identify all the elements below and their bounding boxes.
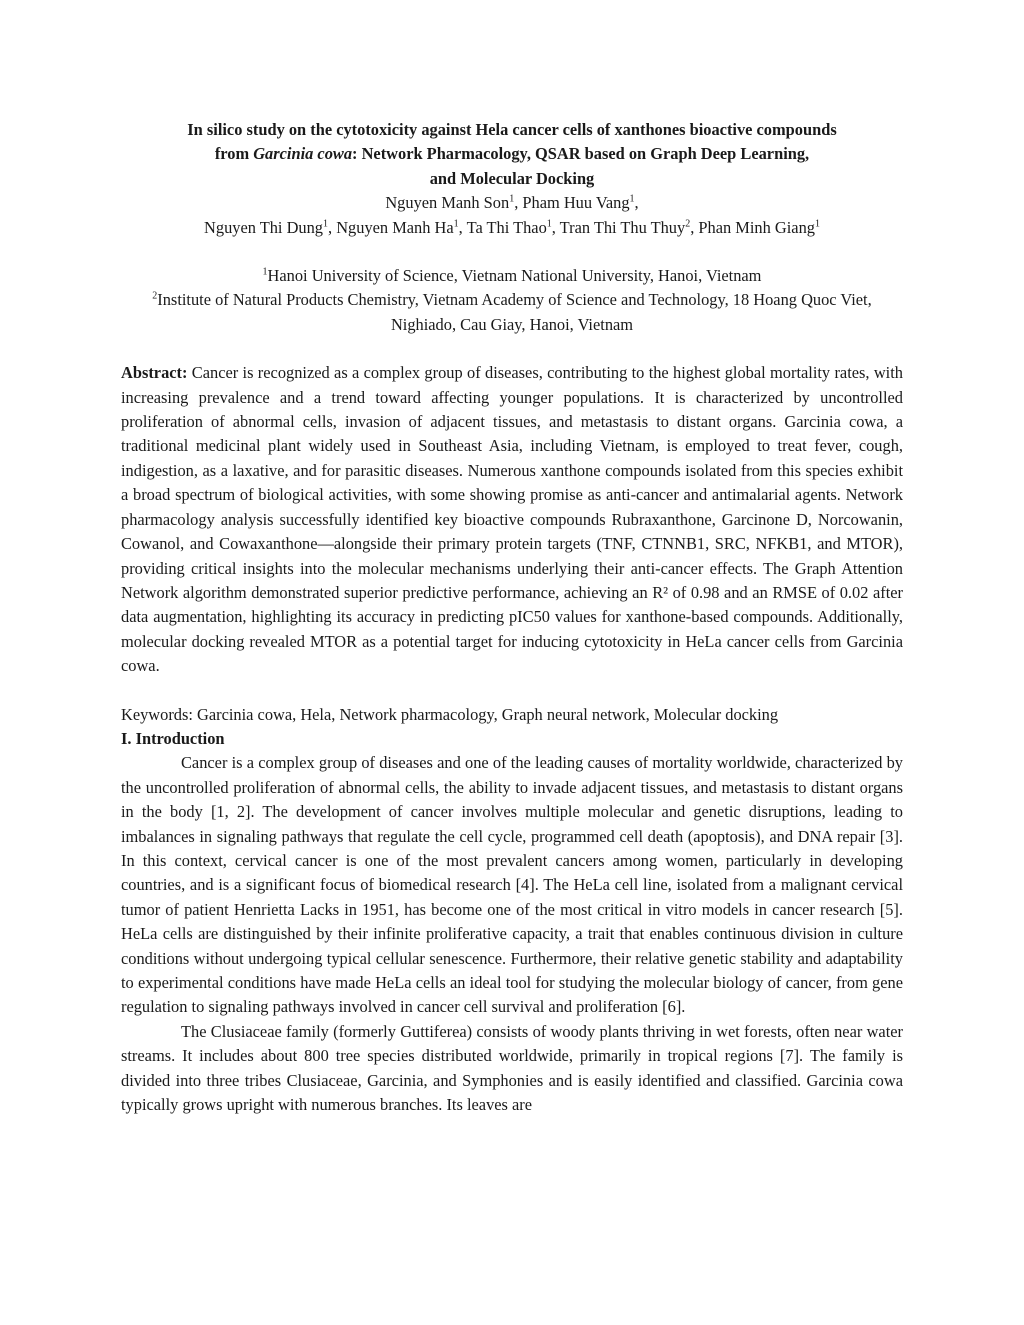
spacer xyxy=(121,240,903,264)
author-list xyxy=(121,191,903,240)
author-affiliation-marker: 1 xyxy=(629,193,635,205)
author-affiliation-marker: 2 xyxy=(685,218,691,230)
paper-page xyxy=(121,118,903,1117)
title-line-2-suffix: : Network Pharmacology, QSAR based on Graph Deep Learning, xyxy=(352,144,810,164)
keywords: Keywords: Garcinia cowa, Hela, Network pharmacology, Graph neural network, Molecular docking xyxy=(121,704,779,724)
author-name: Phan Minh Giang xyxy=(698,217,815,237)
author-separator: , xyxy=(690,217,699,237)
affiliation-marker: 1 xyxy=(262,266,268,278)
title-line-1: In silico study on the cytotoxicity against Hela cancer cells of xanthones bioactive compounds xyxy=(187,120,837,139)
title-line-2 xyxy=(121,142,903,166)
author-affiliation-marker: 1 xyxy=(509,193,515,205)
spacer xyxy=(121,679,903,703)
abstract xyxy=(121,361,903,678)
author-name: Nguyen Manh Son xyxy=(385,193,510,213)
author-affiliation-marker: 1 xyxy=(546,218,552,230)
author-affiliation-marker: 1 xyxy=(814,218,820,230)
author-name: Nguyen Thi Dung xyxy=(204,217,324,237)
author-separator: , xyxy=(634,193,639,213)
author-affiliation-marker: 1 xyxy=(323,218,329,230)
author-line-2 xyxy=(121,216,903,240)
title-line-3: and Molecular Docking xyxy=(429,168,595,188)
author-separator: , xyxy=(458,217,467,237)
title-species-name: Garcinia cowa xyxy=(253,144,353,164)
affiliation-text: Hanoi University of Science, Vietnam National University, Hanoi, Vietnam xyxy=(267,266,762,286)
section-heading-introduction: I. Introduction xyxy=(121,728,225,748)
affiliation-text: Institute of Natural Products Chemistry, Vietnam Academy of Science and Technology, 18 Hoang Quoc Viet, Nighiado, Cau Giay, Hanoi, Vietnam xyxy=(157,290,872,334)
affiliation-marker: 2 xyxy=(152,290,158,302)
affiliation-2 xyxy=(121,288,903,337)
author-name: Tran Thi Thu Thuy xyxy=(559,217,686,237)
intro-paragraph-2: The Clusiaceae family (formerly Guttiferea) consists of woody plants thriving in wet forests, often near water streams. It includes about 800 tree species distributed worldwide, primarily in tropical regions [7]. The family is divided into three tribes Clusiaceae, Garcinia, and Symphonies and is easily identified and classified. Garcinia cowa typically grows upright with numerous branches. Its leaves are xyxy=(121,1021,903,1115)
affiliations xyxy=(121,264,903,337)
author-name: Ta Thi Thao xyxy=(466,217,547,237)
author-line-1 xyxy=(121,191,903,215)
title-line-2-prefix: from xyxy=(214,144,254,164)
spacer xyxy=(121,337,903,361)
intro-paragraph-1: Cancer is a complex group of diseases and one of the leading causes of mortality worldwide, characterized by the uncontrolled proliferation of abnormal cells, the ability to invade adjacent tissues, and metastasis to distant organs in the body [1, 2]. The development of cancer involves multiple molecular and genetic disruptions, leading to imbalances in signaling pathways that regulate the cell cycle, programmed cell death (apoptosis), and DNA repair [3]. In this context, cervical cancer is one of the most prevalent cancers among women, particularly in developing countries, and is a significant focus of biomedical research [4]. The HeLa cell line, isolated from a malignant cervical tumor of patient Henrietta Lacks in 1951, has become one of the most critical in vitro models in cancer research [5]. HeLa cells are distinguished by their infinite proliferative capacity, a trait that enables continuous division in culture conditions without undergoing typical cellular senescence. Furthermore, their relative genetic stability and adaptability to experimental conditions have made HeLa cells an ideal tool for studying the molecular biology of cancer, from gene regulation to signaling pathways involved in cancer cell survival and proliferation [6]. xyxy=(121,753,903,1017)
author-separator: , xyxy=(328,217,337,237)
paper-title xyxy=(121,118,903,191)
abstract-label: Abstract: xyxy=(121,363,188,383)
author-separator: , xyxy=(551,217,560,237)
abstract-text: Cancer is recognized as a complex group of diseases, contributing to the highest global mortality rates, with increasing prevalence and a trend toward affecting younger populations. It is characterized by uncontrolled proliferation of abnormal cells, invasion of adjacent tissues, and metastasis to distant organs. Garcinia cowa, a traditional medicinal plant widely used in Southeast Asia, including Vietnam, is employed to treat fever, cough, indigestion, as a laxative, and for parasitic diseases. Numerous xanthone compounds isolated from this species exhibit a broad spectrum of biological activities, with some showing promise as anti-cancer and antimalarial agents. Network pharmacology analysis successfully identified key bioactive compounds Rubraxanthone, Garcinone D, Norcowanin, Cowanol, and Cowaxanthone—alongside their primary protein targets (TNF, CTNNB1, SRC, NFKB1, and MTOR), providing critical insights into the molecular mechanisms underlying their anti-cancer effects. The Graph Attention Network algorithm demonstrated superior predictive performance, achieving an R² of 0.98 and an RMSE of 0.02 after data augmentation, highlighting its accuracy in predicting pIC50 values for xanthone-based compounds. Additionally, molecular docking revealed MTOR as a potential target for inducing cytotoxicity in HeLa cancer cells from Garcinia cowa. xyxy=(121,363,903,676)
affiliation-1 xyxy=(121,264,903,288)
author-name: Nguyen Manh Ha xyxy=(336,217,454,237)
author-affiliation-marker: 1 xyxy=(453,218,459,230)
author-separator: , xyxy=(514,193,523,213)
author-name: Pham Huu Vang xyxy=(522,193,630,213)
